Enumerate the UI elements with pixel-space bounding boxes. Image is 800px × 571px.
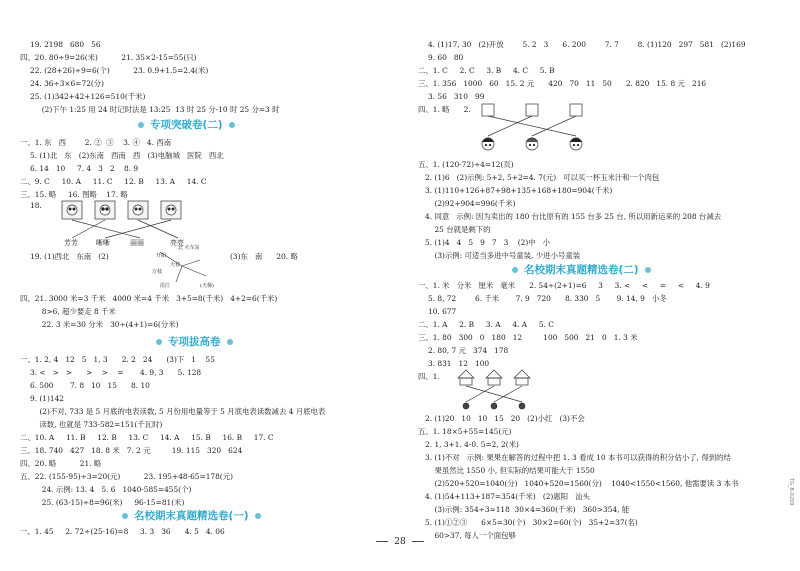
text-line: 10. 677 (428, 307, 457, 316)
map-label: 万枝 (152, 269, 163, 275)
text-line: 3. (1)110+126+87+98+135+168+180=904(千米) (418, 186, 613, 195)
text-line: 一、1. 东 西 2. ② ③ 3. ④ 4. 西南 (20, 138, 172, 147)
text-line: 5. (1)北 东 (2)东南 西南 西 (3)电脑城 医院 西北 (30, 151, 224, 160)
text-line: 5. (1)①②③ 6×5=30(个) 30×2=60(个) 35+2=37(名) (418, 518, 638, 527)
text-line: 五、1. (120-72)÷4=12(页) (418, 160, 514, 169)
text-line: 读数, 也就是 733-582=151(千瓦时) (30, 420, 163, 429)
text-line: 2. 1, 3+1. 4-0. 5=2, 2(米) (418, 440, 519, 449)
text-line: 3. 56 310 99 (428, 92, 485, 101)
text-line: 四、21. 3000 米=3 千米 4000 米=4 千米 3+5=8(千米) 4+2=6(千米) (20, 294, 278, 303)
text-line: 三、18. 740 427 18. 8 米 7. 2 元 19. 115 320 624 (20, 446, 243, 455)
text-line: 24. 36÷3×6=72(分) (30, 79, 105, 88)
text-line: (2)520+520=1040(分) 1040+520=1560(分) 1040<1550<1560, 他需要读 3 本书 (418, 479, 739, 488)
text-line: 19. 2198 680 56 (30, 40, 101, 49)
text-line: 9. 60 80 (428, 53, 464, 62)
map-label: 沿江 (160, 283, 171, 289)
text-line: 5. 8, 72 6. 千米 7. 9 720 8. 330 5 9. 14, 9 小冬 (428, 294, 667, 303)
text-line: 二、10. A 11. B 12. B 13. C 14. A 15. B 16. B 17. C (20, 433, 274, 442)
text-line: (2)92+904=996(千米) (418, 199, 516, 208)
text-line: 果虽然比 1550 小, 但实际的结果可能大于 1550 (418, 466, 595, 475)
text-line: 一、1. 2, 4 12 5 1, 3 2. 2 24 (3)下 1 55 (20, 355, 215, 364)
text-line: (3)示例: 354÷3≈118 30×4=360(千米) 360>354, 能 (418, 505, 630, 514)
text-line: 一、1. 米 分米 厘米 毫米 2. 54÷(2+1)=6 3 3. < < = < 4. 9 (418, 281, 710, 290)
text-line: (2)不对, 733 是 5 月底的电表读数, 5 月份用电量等于 5 月底电表读数减去 4 月底电表 (30, 407, 326, 416)
text-line: 22. 3 米=30 分米 30÷(4+1)=6(分米) (30, 320, 179, 329)
section-heading: 专项突破卷(二) (132, 117, 241, 132)
text-line: 一、1. 45 2. 72÷(25-16)=8 3. 3 36 4. 5 4. 06 (20, 527, 225, 536)
text-line: (3)示例: 可适当多进中号童装, 少进小号童装 (418, 251, 581, 260)
text-line: 2. (1)20 10 10 15 20 (2)小红 (3)不会 (418, 414, 585, 423)
text-line: 三、1. 80 300 0 180 12 100 500 21 0 1. 3 米 (418, 333, 638, 342)
text-line: 25 台就是剩下的 (418, 225, 491, 234)
matching-figure (478, 102, 598, 154)
text-line: 3. < > > > > = 4. 9, 3 5. 128 (30, 368, 202, 377)
text-line: 6. 500 7. 8 10 15 8. 10 (30, 381, 150, 390)
text-line: 22. (28+26)÷9=6(个) 23. 0.9+1.5=2.4(米) (30, 66, 209, 75)
name-label: 晰晰 (96, 239, 110, 247)
name-label: 丽丽 (130, 239, 144, 247)
text-line: 2. 80, 7 元 374 178 (428, 346, 509, 355)
text-line: 4. 同意 示例: 因为卖出的 180 台比原有的 155 台多 25 台, 所以用新运来的 208 台减去 (418, 212, 722, 221)
text-line: 三、15. 略 16. 图略 17. 略 (20, 190, 128, 199)
text-line: 4. (1)54+113+187=354(千米) (2)惠阳 汕头 (418, 492, 590, 501)
text-line: 5. (1)4 4 5 9 7 3 (2)中 小 (418, 238, 551, 247)
text-line: 2. (1)6 (2)示例: 5+2, 5+2=4. 7(元) 可以买一杯玉米汁和一个肉包 (418, 173, 660, 182)
map-label: 北 火车站 (178, 245, 200, 251)
text-line: 4. (1)17, 30 (2)开放 5. 2 3 6. 200 7. 7 8. (1)120 297 581 (2)169 (428, 40, 746, 49)
text-line: 四、20. 略 21. 略 (20, 459, 102, 468)
text-line: 8>6, 超少要走 8 千米 (30, 307, 116, 316)
text-line: 二、1. A 2. B 3. A 4. A 5. C (418, 320, 554, 329)
text-line: 二、9. C 10. A 11. C 12. B 13. A 14. C (20, 177, 207, 186)
name-label: 芳芳 (64, 239, 78, 247)
question-label: 18. (30, 201, 42, 210)
text-line: (3)东 南 20. 略 (230, 252, 298, 261)
section-heading: 名校期末真题精选卷(二) (506, 262, 657, 277)
text-line: 25. (63-15)÷8=96(米) 96-15=81(米) (30, 498, 185, 507)
text-line: 3. 831 12 100 (428, 359, 490, 368)
text-line: 四、20. 80÷9=26(米) 21. 35×2-15=55(只) (20, 53, 197, 62)
text-line: 25. (1)342+42+126=510(千米) (30, 92, 146, 101)
name-label: 亮亮 (170, 239, 184, 247)
map-label: (天梯) (200, 283, 214, 289)
map-label: 天枝 (170, 262, 181, 268)
text-line: 四、1. (418, 372, 440, 381)
text-line: 6. 14 10 7. 4 3 2 8. 9 (30, 164, 139, 173)
side-code: TG_B-0209 (788, 478, 794, 506)
section-heading: 名校期末真题精选卷(一) (116, 508, 267, 523)
text-line: (2)下午 1:25 用 24 时记时法是 13:25 13 时 25 分-10 时 25 分=3 时 (30, 105, 280, 114)
text-line: 四、1. 略 2. (418, 105, 471, 114)
text-line: 24. 示例: 13. 4 5. 6 1040-585=455(个) (30, 485, 192, 494)
text-line: 二、1. C 2. C 3. B 4. C 5. B (418, 66, 555, 75)
text-line: 五、1. 18×5+55=145(元) (418, 427, 512, 436)
page-number: 28 (0, 537, 800, 547)
text-line: 60>37, 每人一个面包够 (418, 531, 516, 540)
section-heading: 专项拔高卷 (150, 334, 239, 349)
text-line: 三、1. 356 1000 60 15. 2 元 420 70 11 50 2. 820 15. 8 元 216 (418, 79, 707, 88)
map-label: 开阳 (156, 253, 167, 259)
text-line: 19. (1)西北 东南 (2) (30, 252, 109, 261)
text-line: 9. (1)142 (30, 394, 64, 403)
text-line: 五、22. (155-95)÷3=20(元) 23. 195+48-65=178(元) (20, 472, 233, 481)
matching-figure (454, 366, 554, 410)
text-line: 3. (1)不对 示例: 果果在解答的过程中把 1. 3 看成 10 本书可以获得的积分估小了, 得到的结 (418, 453, 731, 462)
